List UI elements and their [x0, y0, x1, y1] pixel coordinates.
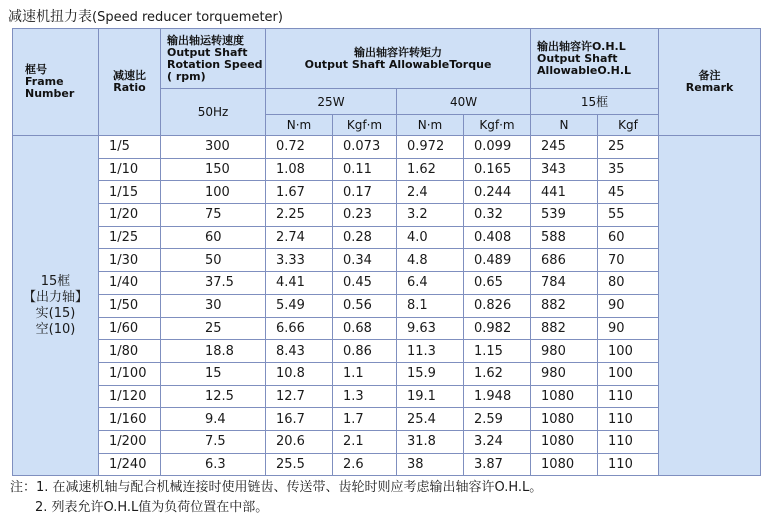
unit-kgfm-25w: Kgf·m	[333, 115, 397, 136]
cell-nm40: 9.63	[397, 317, 464, 340]
table-row	[13, 385, 761, 408]
cell-ratio: 1/100	[99, 362, 161, 385]
header-speed-en3: ( rpm)	[167, 69, 206, 83]
frame-cell-line2: 【出力轴】	[22, 289, 88, 305]
cell-nm25: 3.33	[266, 249, 333, 272]
cell-ratio: 1/5	[99, 136, 161, 159]
cell-ratio: 1/50	[99, 294, 161, 317]
table-row	[13, 158, 761, 181]
note-1: 注：1. 在减速机轴与配合机械连接时使用链齿、传送带、齿轮时则应考虑输出轴容许O.H.L。	[10, 480, 543, 495]
cell-kgf25: 0.11	[333, 158, 397, 181]
cell-nm40: 11.3	[397, 340, 464, 363]
cell-nm40: 3.2	[397, 204, 464, 227]
header-frame-en2: Number	[25, 87, 75, 100]
cell-nm40: 2.4	[397, 181, 464, 204]
cell-nm40: 0.972	[397, 136, 464, 159]
cell-nm40: 4.0	[397, 226, 464, 249]
cell-kgf: 110	[598, 453, 659, 476]
cell-n: 1080	[531, 430, 598, 453]
torque-table	[12, 28, 761, 476]
unit-nm-40w: N·m	[397, 115, 464, 136]
cell-n: 784	[531, 272, 598, 295]
cell-speed: 60	[161, 226, 266, 249]
cell-nm40: 31.8	[397, 430, 464, 453]
cell-n: 882	[531, 317, 598, 340]
note-2: 2. 列表允许O.H.L值为负荷位置在中部。	[35, 500, 269, 515]
cell-speed: 150	[161, 158, 266, 181]
document-title	[8, 6, 283, 26]
header-50hz: 50Hz	[161, 89, 266, 136]
cell-nm40: 25.4	[397, 408, 464, 431]
cell-kgf40: 0.982	[464, 317, 531, 340]
cell-kgf25: 0.28	[333, 226, 397, 249]
cell-ratio: 1/15	[99, 181, 161, 204]
cell-speed: 100	[161, 181, 266, 204]
cell-nm25: 8.43	[266, 340, 333, 363]
header-speed	[161, 29, 266, 89]
cell-n: 882	[531, 294, 598, 317]
cell-speed: 300	[161, 136, 266, 159]
cell-speed: 30	[161, 294, 266, 317]
cell-speed: 9.4	[161, 408, 266, 431]
cell-nm25: 2.74	[266, 226, 333, 249]
cell-kgf25: 1.7	[333, 408, 397, 431]
header-torque-en: Output Shaft AllowableTorque	[304, 57, 492, 71]
cell-kgf: 100	[598, 362, 659, 385]
table-row	[13, 181, 761, 204]
table-row	[13, 340, 761, 363]
cell-kgf: 55	[598, 204, 659, 227]
cell-nm25: 2.25	[266, 204, 333, 227]
cell-ratio: 1/25	[99, 226, 161, 249]
cell-nm40: 38	[397, 453, 464, 476]
cell-n: 686	[531, 249, 598, 272]
cell-ratio: 1/80	[99, 340, 161, 363]
unit-kgf: Kgf	[598, 115, 659, 136]
table-row	[13, 362, 761, 385]
cell-speed: 75	[161, 204, 266, 227]
cell-kgf: 110	[598, 385, 659, 408]
cell-kgf25: 1.3	[333, 385, 397, 408]
header-remark-en: Remark	[685, 81, 734, 94]
header-ohl-zh: 输出轴容许O.H.L	[537, 39, 626, 53]
cell-nm25: 1.67	[266, 181, 333, 204]
remark-cell	[659, 136, 761, 476]
cell-ratio: 1/200	[99, 430, 161, 453]
header-frame-en1: Frame	[25, 75, 64, 88]
cell-kgf40: 3.87	[464, 453, 531, 476]
cell-kgf25: 2.1	[333, 430, 397, 453]
cell-ratio: 1/30	[99, 249, 161, 272]
header-speed-zh: 输出轴运转速度	[167, 33, 244, 47]
table-row	[13, 317, 761, 340]
cell-kgf: 90	[598, 317, 659, 340]
cell-ratio: 1/240	[99, 453, 161, 476]
header-ratio-zh: 减速比	[113, 69, 146, 82]
cell-kgf: 80	[598, 272, 659, 295]
cell-kgf: 110	[598, 408, 659, 431]
cell-nm25: 1.08	[266, 158, 333, 181]
frame-cell-line4: 空(10)	[35, 321, 76, 337]
cell-n: 1080	[531, 408, 598, 431]
unit-kgfm-40w: Kgf·m	[464, 115, 531, 136]
cell-speed: 12.5	[161, 385, 266, 408]
cell-kgf25: 0.073	[333, 136, 397, 159]
cell-kgf40: 1.948	[464, 385, 531, 408]
cell-kgf: 110	[598, 430, 659, 453]
cell-nm25: 6.66	[266, 317, 333, 340]
cell-n: 588	[531, 226, 598, 249]
cell-kgf40: 0.099	[464, 136, 531, 159]
cell-kgf: 45	[598, 181, 659, 204]
cell-n: 980	[531, 340, 598, 363]
cell-nm25: 16.7	[266, 408, 333, 431]
cell-kgf40: 0.244	[464, 181, 531, 204]
cell-nm25: 0.72	[266, 136, 333, 159]
cell-kgf40: 0.65	[464, 272, 531, 295]
cell-n: 441	[531, 181, 598, 204]
title-zh: 减速机扭力表	[8, 9, 92, 25]
cell-kgf25: 0.68	[333, 317, 397, 340]
unit-n: N	[531, 115, 598, 136]
header-speed-en1: Output Shaft	[167, 45, 248, 59]
header-40w: 40W	[397, 89, 531, 115]
cell-kgf40: 3.24	[464, 430, 531, 453]
header-ratio	[99, 29, 161, 136]
cell-nm40: 4.8	[397, 249, 464, 272]
cell-kgf25: 0.56	[333, 294, 397, 317]
cell-nm25: 5.49	[266, 294, 333, 317]
header-25w: 25W	[266, 89, 397, 115]
cell-nm25: 10.8	[266, 362, 333, 385]
header-remark	[659, 29, 761, 136]
title-en: (Speed reducer torquemeter)	[92, 10, 283, 25]
header-15-frame: 15框	[531, 89, 659, 115]
header-ratio-en: Ratio	[113, 81, 146, 94]
unit-nm-25w: N·m	[266, 115, 333, 136]
frame-cell-line1: 15框	[40, 273, 71, 289]
cell-ratio: 1/40	[99, 272, 161, 295]
cell-kgf40: 1.15	[464, 340, 531, 363]
cell-ratio: 1/10	[99, 158, 161, 181]
cell-nm40: 19.1	[397, 385, 464, 408]
cell-kgf: 90	[598, 294, 659, 317]
header-ohl-en2: AllowableO.H.L	[537, 63, 632, 77]
cell-kgf40: 0.165	[464, 158, 531, 181]
cell-kgf: 100	[598, 340, 659, 363]
cell-n: 1080	[531, 385, 598, 408]
cell-n: 539	[531, 204, 598, 227]
cell-kgf25: 0.23	[333, 204, 397, 227]
cell-kgf25: 0.86	[333, 340, 397, 363]
table-body	[13, 136, 761, 476]
header-torque	[266, 29, 531, 89]
cell-kgf25: 1.1	[333, 362, 397, 385]
cell-kgf40: 0.826	[464, 294, 531, 317]
cell-ratio: 1/120	[99, 385, 161, 408]
cell-nm25: 25.5	[266, 453, 333, 476]
cell-kgf40: 2.59	[464, 408, 531, 431]
cell-kgf40: 1.62	[464, 362, 531, 385]
cell-kgf: 35	[598, 158, 659, 181]
cell-speed: 7.5	[161, 430, 266, 453]
header-speed-en2: Rotation Speed	[167, 57, 263, 71]
frame-cell-line3: 实(15)	[35, 305, 76, 321]
notes	[10, 478, 542, 518]
table-row	[13, 136, 761, 159]
cell-kgf40: 0.32	[464, 204, 531, 227]
cell-speed: 25	[161, 317, 266, 340]
cell-speed: 18.8	[161, 340, 266, 363]
cell-kgf: 70	[598, 249, 659, 272]
cell-n: 343	[531, 158, 598, 181]
frame-number-cell	[13, 136, 99, 476]
table-row	[13, 294, 761, 317]
cell-speed: 37.5	[161, 272, 266, 295]
header-ohl	[531, 29, 659, 89]
cell-kgf25: 0.34	[333, 249, 397, 272]
cell-kgf: 25	[598, 136, 659, 159]
cell-kgf40: 0.489	[464, 249, 531, 272]
cell-kgf40: 0.408	[464, 226, 531, 249]
cell-nm40: 15.9	[397, 362, 464, 385]
cell-kgf25: 0.17	[333, 181, 397, 204]
cell-ratio: 1/160	[99, 408, 161, 431]
header-frame-number	[13, 29, 99, 136]
table-row	[13, 272, 761, 295]
header-frame-zh: 框号	[25, 63, 47, 76]
table-row	[13, 453, 761, 476]
cell-n: 980	[531, 362, 598, 385]
cell-nm40: 6.4	[397, 272, 464, 295]
cell-speed: 50	[161, 249, 266, 272]
header-torque-zh: 输出轴容许转矩力	[354, 45, 443, 59]
cell-nm25: 4.41	[266, 272, 333, 295]
cell-nm25: 20.6	[266, 430, 333, 453]
cell-n: 1080	[531, 453, 598, 476]
cell-ratio: 1/60	[99, 317, 161, 340]
header-remark-zh: 备注	[698, 69, 721, 82]
table-row	[13, 226, 761, 249]
cell-nm25: 12.7	[266, 385, 333, 408]
cell-kgf25: 2.6	[333, 453, 397, 476]
cell-n: 245	[531, 136, 598, 159]
cell-nm40: 8.1	[397, 294, 464, 317]
table-row	[13, 408, 761, 431]
table-row	[13, 204, 761, 227]
header-ohl-en1: Output Shaft	[537, 51, 618, 65]
cell-kgf: 60	[598, 226, 659, 249]
cell-speed: 6.3	[161, 453, 266, 476]
table-row	[13, 430, 761, 453]
cell-kgf25: 0.45	[333, 272, 397, 295]
cell-nm40: 1.62	[397, 158, 464, 181]
cell-ratio: 1/20	[99, 204, 161, 227]
cell-speed: 15	[161, 362, 266, 385]
table-row	[13, 249, 761, 272]
